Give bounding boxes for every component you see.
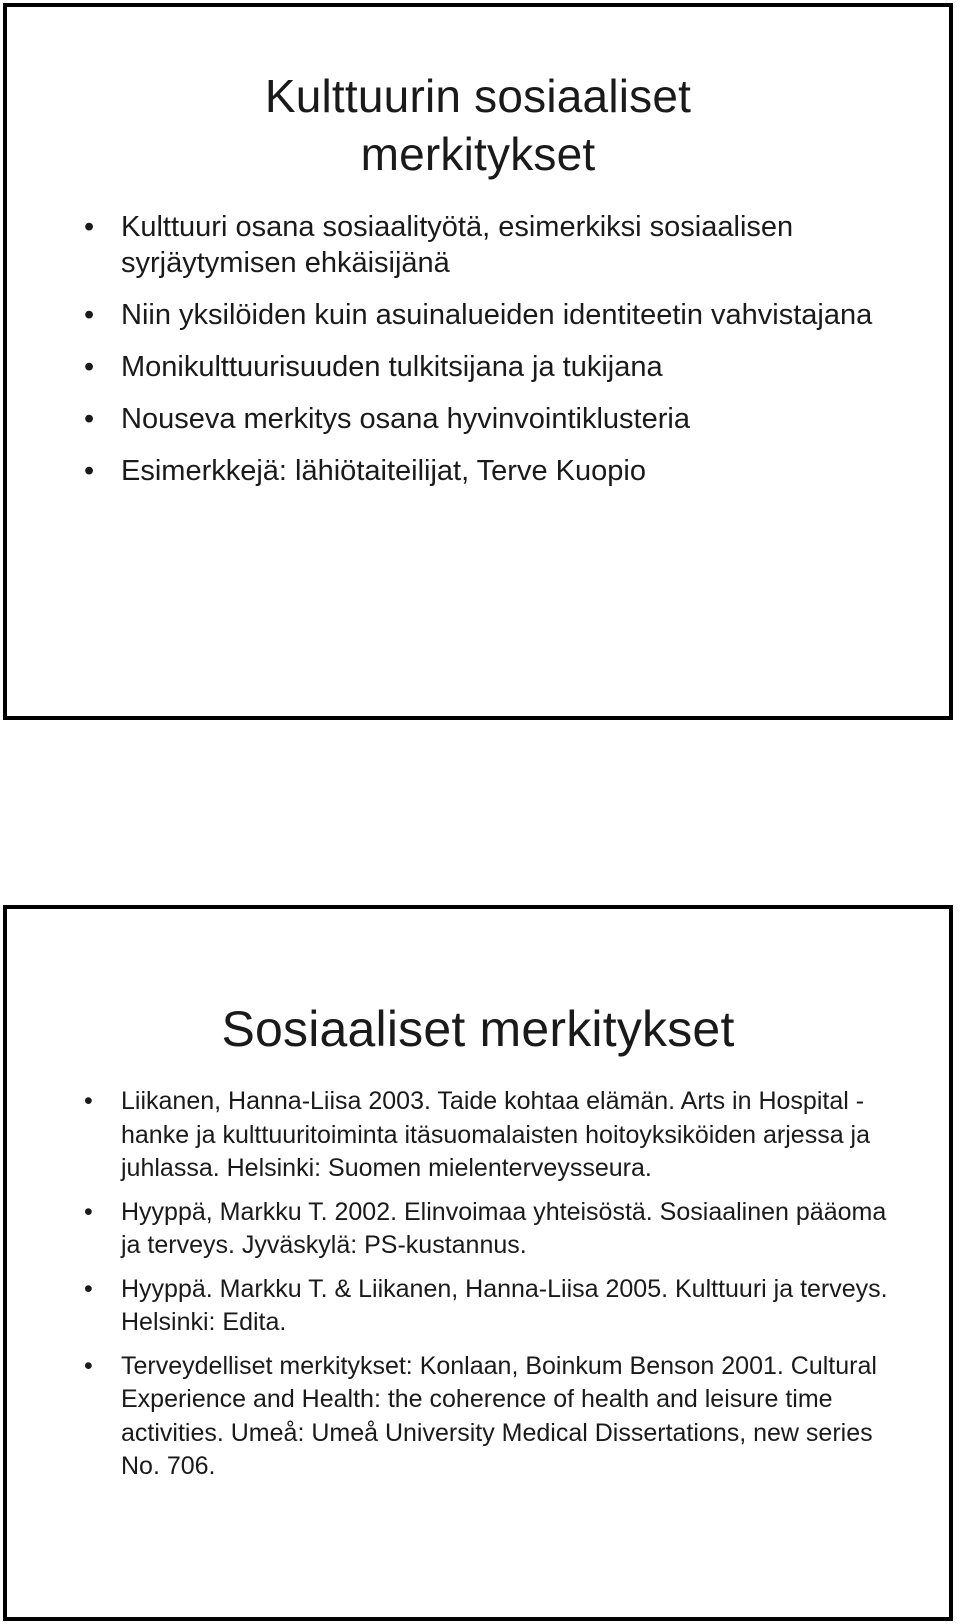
reference-item	[84, 1273, 909, 1340]
bullet-dot-icon: •	[84, 455, 95, 487]
bullet-dot-icon: •	[84, 1087, 93, 1115]
bullet-item	[84, 209, 909, 281]
slide-1	[3, 3, 953, 720]
bullet-item	[84, 401, 909, 437]
reference-text: Liikanen, Hanna-Liisa 2003. Taide kohtaa elämän. Arts in Hospital -hanke ja kulttuuritoiminta itäsuomalaisten hoitoyksiköiden arjessa ja juhlassa. Helsinki: Suomen mielenterveysseura.	[121, 1087, 871, 1182]
bullet-text: Monikulttuurisuuden tulkitsijana ja tukijana	[121, 351, 663, 383]
bullet-dot-icon: •	[84, 403, 95, 435]
bullet-text: Esimerkkejä: lähiötaiteilijat, Terve Kuopio	[121, 455, 646, 487]
bullet-dot-icon: •	[84, 211, 95, 243]
reference-item	[84, 1085, 909, 1186]
bullet-dot-icon: •	[84, 299, 95, 331]
bullet-item	[84, 453, 909, 489]
reference-item	[84, 1196, 909, 1263]
slide-1-title-line-2: merkitykset	[360, 128, 596, 180]
slide-1-title-line-1: Kulttuurin sosiaaliset	[264, 70, 692, 122]
bullet-item	[84, 297, 909, 333]
bullet-text: Nouseva merkitys osana hyvinvointiklusteria	[121, 403, 690, 435]
slide-2-title: Sosiaaliset merkitykset	[221, 1001, 735, 1057]
bullet-item	[84, 349, 909, 385]
bullet-dot-icon: •	[84, 1351, 93, 1380]
bullet-dot-icon: •	[84, 1197, 93, 1226]
bullet-dot-icon: •	[84, 351, 95, 383]
slide-2-bullet-list	[84, 1085, 909, 1484]
bullet-dot-icon: •	[84, 1274, 93, 1303]
reference-text: Hyyppä, Markku T. 2002. Elinvoimaa yhteisöstä. Sosiaalinen pääoma ja terveys. Jyväskylä: PS-kustannus.	[121, 1197, 887, 1259]
reference-text: Hyyppä. Markku T. & Liikanen, Hanna-Liisa 2005. Kulttuuri ja terveys. Helsinki: Edita.	[121, 1274, 888, 1336]
reference-item	[84, 1350, 909, 1484]
slide-2	[3, 905, 953, 1621]
reference-text: Terveydelliset merkitykset: Konlaan, Boinkum Benson 2001. Cultural Experience and Health: the coherence of health and leisure time activities. Umeå: Umeå University Medical Dissertations, new series No. 706.	[121, 1351, 877, 1480]
bullet-text: Niin yksilöiden kuin asuinalueiden identiteetin vahvistajana	[121, 299, 873, 331]
slide-1-bullet-list	[84, 209, 909, 489]
slide-1-title	[7, 7, 949, 183]
bullet-text: Kulttuuri osana sosiaalityötä, esimerkiksi sosiaalisen syrjäytymisen ehkäisijänä	[121, 211, 794, 279]
